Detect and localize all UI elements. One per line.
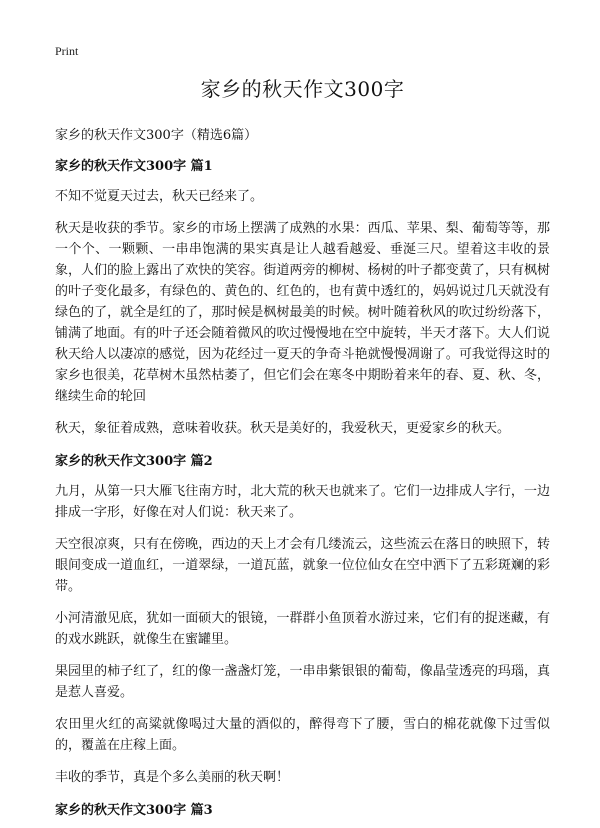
section-heading: 家乡的秋天作文300字 篇2 xyxy=(55,454,213,469)
print-link[interactable]: Print xyxy=(55,44,79,58)
essay-section-2 xyxy=(55,450,550,788)
document-title: 家乡的秋天作文300字 xyxy=(200,77,405,101)
document-subtitle: 家乡的秋天作文300字（精选6篇） xyxy=(55,128,258,143)
paragraph: 秋天是收获的季节。家乡的市场上摆满了成熟的水果：西瓜、苹果、梨、葡萄等等，那一个个、一颗颗、一串串饱满的果实真是让人越看越爱、垂涎三尺。望着这丰收的景象，人们的脸上露出了欢快的笑容。街道两旁的柳树、杨树的叶子都变黄了，只有枫树的叶子变化最多，有绿色的、黄色的、红色的，也有黄中透红的，妈妈说过几天就没有绿色的了，就全是红的了，那时候是枫树最美的时候。树叶随着秋风的吹过纷纷落下，铺满了地面。有的叶子还会随着微风的吹过慢慢地在空中旋转，半天才落下。大人们说秋天给人以凄凉的感觉，因为花经过一夏天的争奇斗艳就慢慢凋谢了。可我觉得这时的家乡也很美，花草树木虽然枯萎了，但它们会在寒冬中期盼着来年的春、夏、秋、冬，继续生命的轮回 xyxy=(55,221,550,404)
essay-section-3 xyxy=(55,799,550,818)
paragraph: 九月，从第一只大雁飞往南方时，北大荒的秋天也就来了。它们一边排成人字行，一边排成一字形，好像在对人们说：秋天来了。 xyxy=(55,484,550,520)
section-heading: 家乡的秋天作文300字 篇1 xyxy=(55,159,213,174)
paragraph: 丰收的季节，真是个多么美丽的秋天啊！ xyxy=(55,770,290,785)
paragraph: 小河清澈见底，犹如一面硕大的银镜，一群群小鱼顶着水游过来，它们有的捉迷藏，有的戏水跳跃，就像生在蜜罐里。 xyxy=(55,611,550,647)
paragraph: 不知不觉夏天过去，秋天已经来了。 xyxy=(55,189,264,204)
paragraph: 天空很凉爽，只有在傍晚，西边的天上才会有几缕流云，这些流云在落日的映照下，转眼间变成一道血红，一道翠绿，一道瓦蓝，就象一位位仙女在空中洒下了五彩斑斓的彩带。 xyxy=(55,537,550,594)
essay-section-1 xyxy=(55,155,550,439)
paragraph: 农田里火红的高粱就像喝过大量的酒似的，醉得弯下了腰，雪白的棉花就像下过雪似的，覆盖在庄稼上面。 xyxy=(55,717,550,753)
paragraph: 秋天，象征着成熟，意味着收获。秋天是美好的，我爱秋天，更爱家乡的秋天。 xyxy=(55,421,511,436)
section-heading: 家乡的秋天作文300字 篇3 xyxy=(55,803,213,818)
paragraph: 果园里的柿子红了，红的像一盏盏灯笼，一串串紫银银的葡萄，像晶莹透亮的玛瑙，真是惹人喜爱。 xyxy=(55,664,550,700)
